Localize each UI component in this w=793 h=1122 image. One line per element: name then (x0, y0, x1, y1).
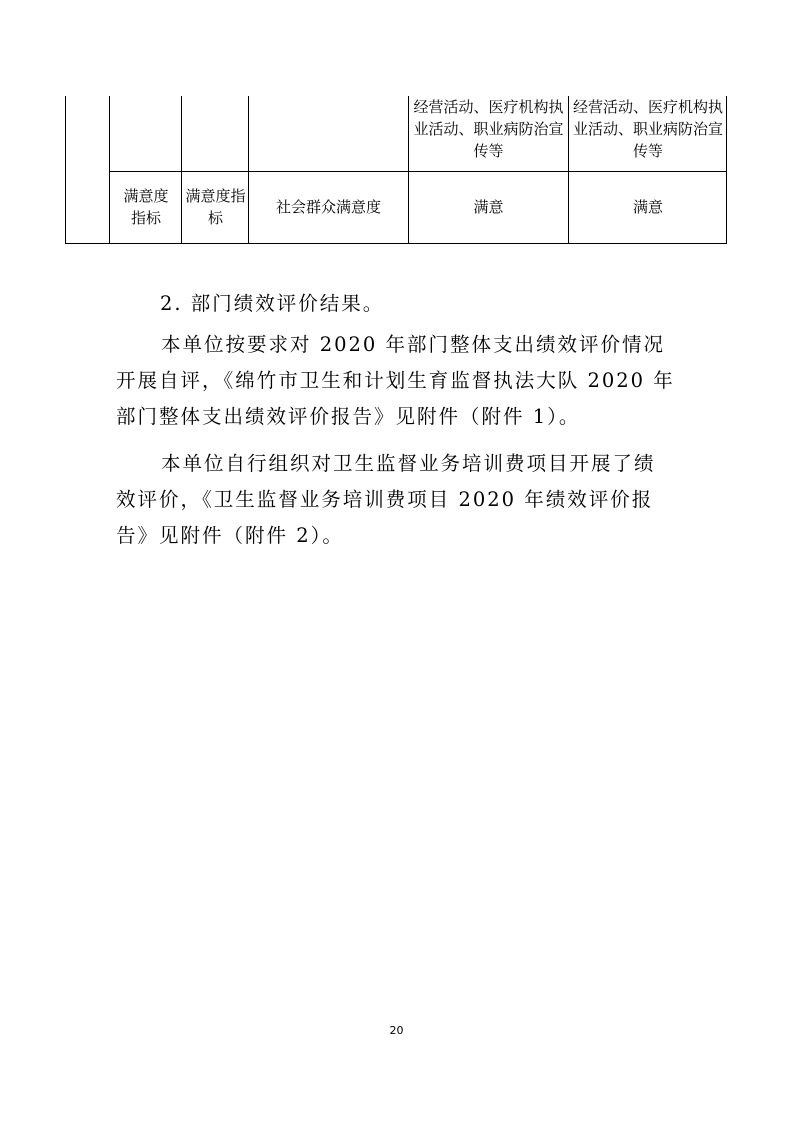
cell-text: 经营活动、医疗机构执业活动、职业病防治宣传等 (413, 98, 564, 160)
table-cell-level3-indicator (249, 172, 408, 242)
table-cell-indicator-value (409, 96, 568, 171)
cell-text: 满意度指标 (123, 187, 169, 227)
cell-text: 满意 (473, 198, 504, 216)
cell-text: 社会群众满意度 (275, 198, 381, 216)
paragraph-project-evaluation: 本单位自行组织对卫生监督业务培训费项目开展了绩效评价，《卫生监督业务培训费项目 2020 年绩效评价报告》见附件（附件 2）。 (116, 452, 656, 547)
table-cell-target-value (409, 172, 568, 242)
cell-text: 满意度指标 (185, 187, 246, 227)
table-cell-actual-value (569, 172, 727, 242)
table-cell-level2-indicator (183, 172, 248, 242)
table-column-divider (109, 96, 110, 243)
paragraph-self-evaluation: 本单位按要求对 2020 年部门整体支出绩效评价情况开展自评，《绵竹市卫生和计划生育监督执法大队 2020 年部门整体支出绩效评价报告》见附件（附件 1）。 (116, 333, 675, 428)
table-column-divider (181, 96, 182, 243)
table-cell-actual-value (569, 96, 727, 171)
table-cell-level1-indicator (118, 172, 174, 242)
cell-text: 经营活动、医疗机构执业活动、职业病防治宣传等 (572, 98, 723, 160)
cell-text: 满意 (632, 198, 663, 216)
page-number: 20 (389, 1024, 404, 1037)
performance-table (65, 96, 727, 244)
section-heading: 2. 部门绩效评价结果。 (160, 292, 385, 315)
